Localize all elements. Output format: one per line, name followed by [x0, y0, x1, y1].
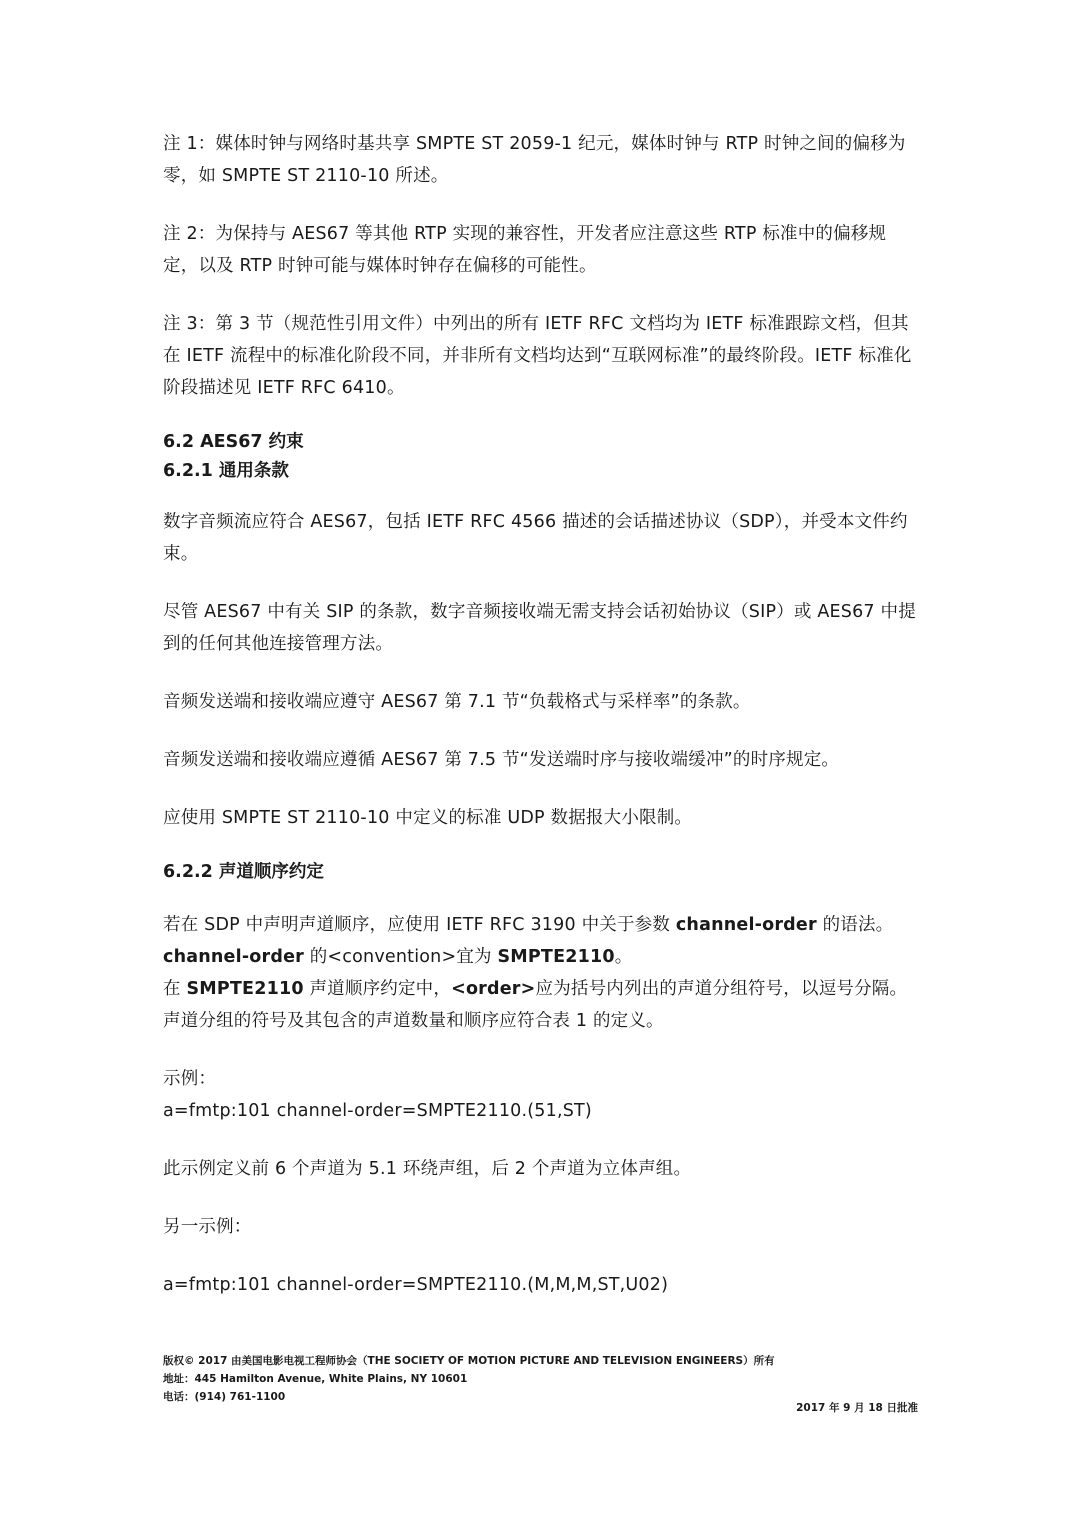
channel-order-param: channel-order	[163, 947, 304, 967]
section-6-2-1-heading: 6.2.1 通用条款	[163, 461, 289, 481]
section-6-2-2-heading: 6.2.2 声道顺序约定	[163, 862, 324, 882]
general-clause-paragraph-2: 尽管 AES67 中有关 SIP 的条款，数字音频接收端无需支持会话初始协议（SIP）或 AES67 中提到的任何其他连接管理方法。	[163, 602, 916, 654]
channel-order-text: 的语法。	[816, 915, 894, 935]
convention-value: SMPTE2110	[186, 979, 304, 999]
example-label: 示例：	[163, 1069, 217, 1089]
general-clause-paragraph-1: 数字音频流应符合 AES67，包括 IETF RFC 4566 描述的会话描述协议（SDP），并受本文件约束。	[163, 512, 908, 564]
general-clause-paragraph-3: 音频发送端和接收端应遵守 AES67 第 7.1 节“负载格式与采样率”的条款。	[163, 692, 751, 712]
convention-value: SMPTE2110	[497, 947, 615, 967]
example-code: a=fmtp:101 channel-order=SMPTE2110.(51,ST)	[163, 1101, 592, 1121]
note-1: 注 1：媒体时钟与网络时基共享 SMPTE ST 2059-1 纪元，媒体时钟与 RTP 时钟之间的偏移为零，如 SMPTE ST 2110-10 所述。	[163, 134, 906, 186]
channel-order-paragraph	[163, 909, 919, 1037]
note-2: 注 2：为保持与 AES67 等其他 RTP 实现的兼容性，开发者应注意这些 RTP 标准中的偏移规定，以及 RTP 时钟可能与媒体时钟存在偏移的可能性。	[163, 224, 887, 276]
channel-order-param: channel-order	[675, 915, 817, 935]
general-clause-paragraph-4: 音频发送端和接收端应遵循 AES67 第 7.5 节“发送端时序与接收端缓冲”的时序规定。	[163, 750, 840, 770]
example-2-code: a=fmtp:101 channel-order=SMPTE2110.(M,M,M,ST,U02)	[163, 1275, 669, 1295]
section-6-2-heading: 6.2 AES67 约束	[163, 432, 304, 452]
example-2-label: 另一示例：	[163, 1217, 252, 1237]
example-description: 此示例定义前 6 个声道为 5.1 环绕声组，后 2 个声道为立体声组。	[163, 1159, 692, 1179]
page-footer	[163, 1352, 919, 1406]
note-3: 注 3：第 3 节（规范性引用文件）中列出的所有 IETF RFC 文档均为 IETF 标准跟踪文档，但其在 IETF 流程中的标准化阶段不同，并非所有文档均达到“互联网标准”的最终阶段。IETF 标准化阶段描述见 IETF RFC 6410。	[163, 314, 912, 398]
footer-copyright: 版权© 2017 由美国电影电视工程师协会（THE SOCIETY OF MOTION PICTURE AND TELEVISION ENGINEERS）所有	[163, 1355, 775, 1367]
channel-order-text: 。	[614, 947, 633, 967]
document-body	[163, 128, 919, 1301]
channel-order-text: 若在 SDP 中声明声道顺序，应使用 IETF RFC 3190 中关于参数	[163, 915, 676, 935]
channel-order-text: 声道顺序约定中，	[303, 979, 452, 999]
approval-date: 2017 年 9 月 18 日批准	[796, 1402, 918, 1414]
footer-address: 地址：445 Hamilton Avenue, White Plains, NY 10601	[163, 1373, 468, 1385]
channel-order-text: 的<convention>宜为	[303, 947, 498, 967]
channel-order-text: 应为括号内列出的声道分组符号，以逗号分隔。声道分组的符号及其包含的声道数量和顺序应符合表 1 的定义。	[163, 979, 908, 1031]
general-clause-paragraph-5: 应使用 SMPTE ST 2110-10 中定义的标准 UDP 数据报大小限制。	[163, 808, 693, 828]
channel-order-text: 在	[163, 979, 187, 999]
order-param: <order>	[451, 979, 536, 999]
footer-phone: 电话：(914) 761-1100	[163, 1391, 286, 1403]
